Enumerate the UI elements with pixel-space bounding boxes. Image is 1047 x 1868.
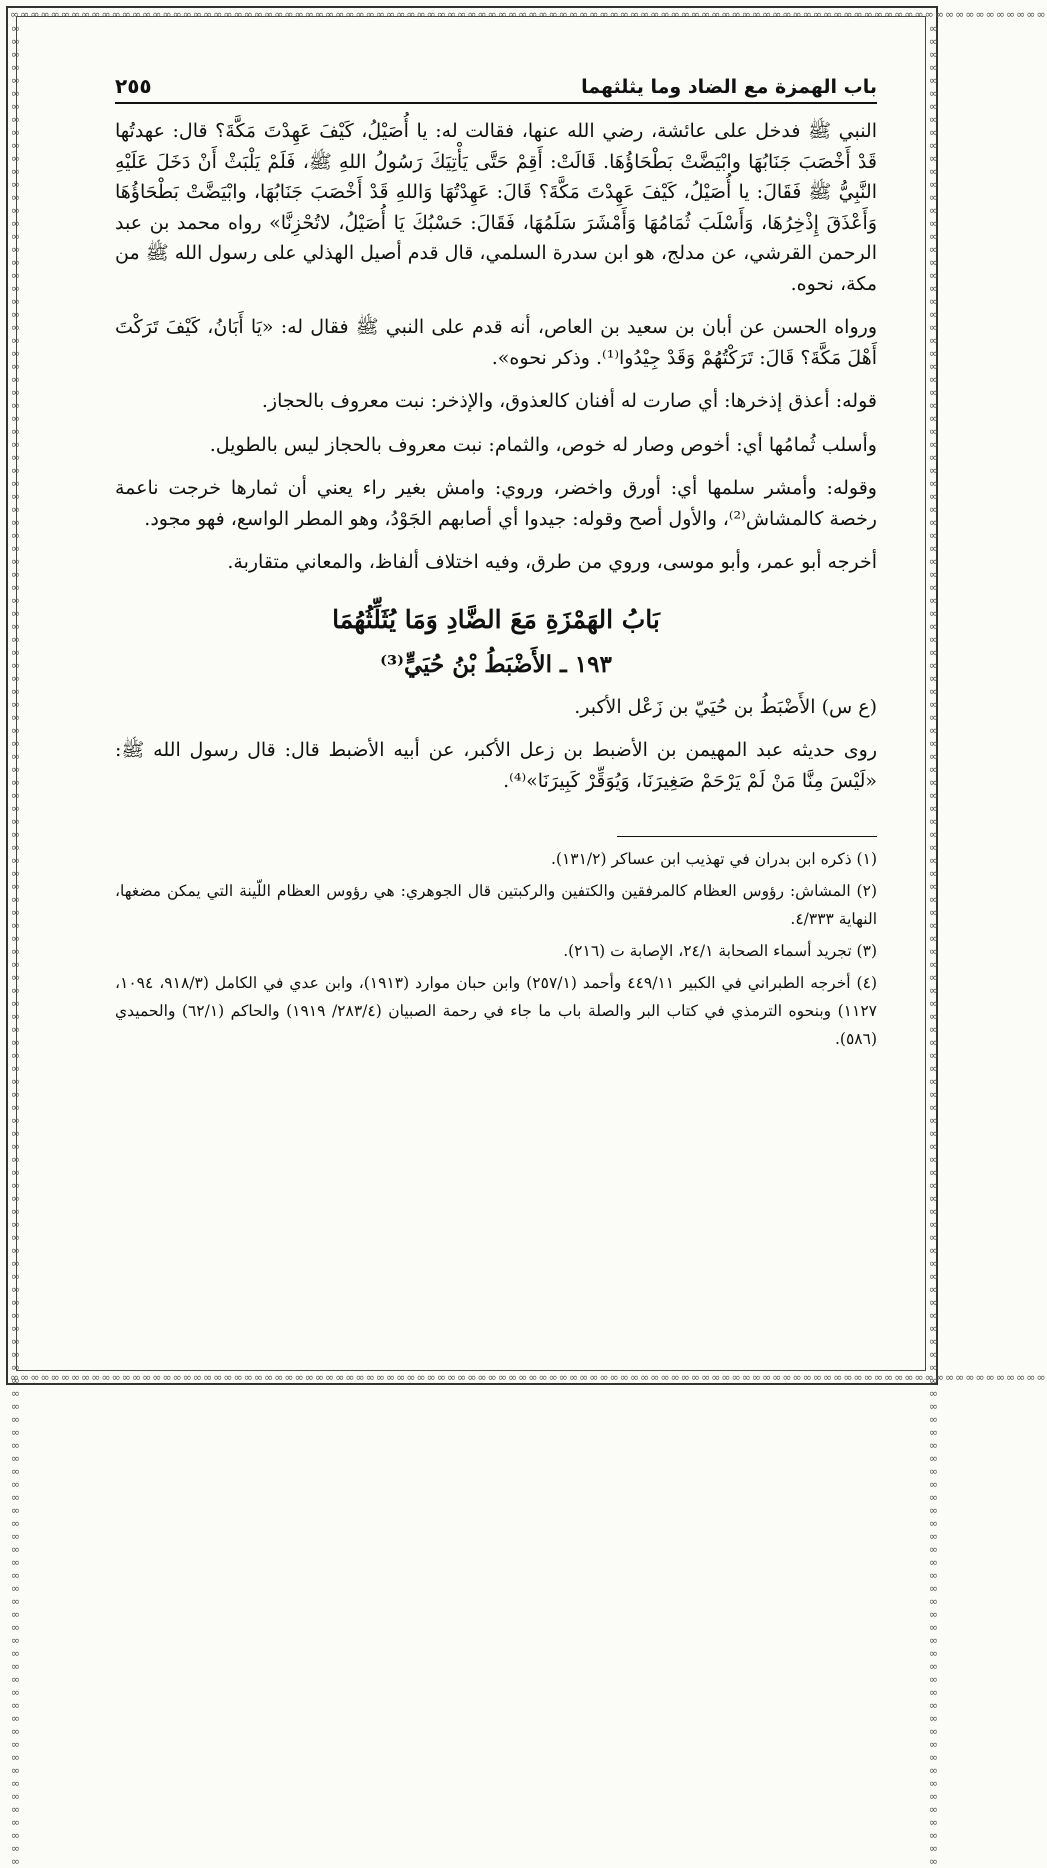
running-head: باب الهمزة مع الضاد وما يثلثهما bbox=[581, 76, 877, 98]
entry-paragraph: روى حديثه عبد المهيمن بن الأضبط بن زعل الأكبر، عن أبيه الأضبط قال: قال رسول الله ﷺ: «لَيْسَ مِنَّا مَنْ لَمْ يَرْحَمْ صَغِيرَنَا، وَيُوَقِّرْ كَبِيرَنَا»⁽⁴⁾. bbox=[115, 739, 877, 792]
page-number: ٢٥٥ bbox=[115, 74, 152, 98]
page-header bbox=[115, 68, 877, 104]
footnote: (٣) تجريد أسماء الصحابة ٢٤/١، الإصابة ت (٢١٦). bbox=[563, 942, 877, 960]
chapter-title: بَابُ الهَمْزَةِ مَعَ الضَّادِ وَمَا يُثَلِّثُهُمَا bbox=[332, 604, 660, 634]
ornament-border-top: ∞∞∞∞∞∞∞∞∞∞∞∞∞∞∞∞∞∞∞∞∞∞∞∞∞∞∞∞∞∞∞∞∞∞∞∞∞∞∞∞∞∞∞∞∞∞∞∞∞∞∞∞∞∞∞∞∞∞∞∞∞∞∞∞∞∞∞∞∞∞∞∞∞∞∞∞∞∞∞∞∞∞∞∞∞∞∞∞∞∞∞∞∞∞∞∞∞∞∞∞∞∞ bbox=[10, 8, 1047, 21]
main-text bbox=[115, 116, 877, 796]
paragraph: ورواه الحسن عن أبان بن سعيد بن العاص، أنه قدم على النبي ﷺ فقال له: «يَا أَبَانُ، كَيْفَ تَرَكْتَ أَهْلَ مَكَّةَ؟ قَالَ: تَرَكْتُهُمْ وَقَدْ جِيْدُوا⁽¹⁾. وذكر نحوه». bbox=[115, 316, 877, 369]
paragraph: أخرجه أبو عمر، وأبو موسى، وروي من طرق، وفيه اختلاف ألفاظ، والمعاني متقاربة. bbox=[227, 551, 877, 573]
footnote: (١) ذكره ابن بدران في تهذيب ابن عساكر (١٣١/٢). bbox=[550, 850, 877, 868]
paragraph: قوله: أعذق إذخرها: أي صارت له أفنان كالعذوق، والإذخر: نبت معروف بالحجاز. bbox=[261, 390, 877, 412]
ornament-border-bottom: ∞∞∞∞∞∞∞∞∞∞∞∞∞∞∞∞∞∞∞∞∞∞∞∞∞∞∞∞∞∞∞∞∞∞∞∞∞∞∞∞∞∞∞∞∞∞∞∞∞∞∞∞∞∞∞∞∞∞∞∞∞∞∞∞∞∞∞∞∞∞∞∞∞∞∞∞∞∞∞∞∞∞∞∞∞∞∞∞∞∞∞∞∞∞∞∞∞∞∞∞∞∞ bbox=[10, 1371, 1047, 1384]
footnote: (٤) أخرجه الطبراني في الكبير ٤٤٩/١١ وأحمد (٢٥٧/١) وابن حبان موارد (١٩١٣)، وابن عدي في الكامل (٩١٨/٣، ١٠٩٤، ١١٢٧) وبنحوه الترمذي في كتاب البر والصلة باب ما جاء في رحمة الصبيان (٢٨٣/٤/ ١٩١٩) والحاكم (٦٢/١) والحميدي (٥٨٦). bbox=[115, 974, 877, 1048]
paragraph: وأسلب ثُمامُها أي: أخوص وصار له خوص، والثمام: نبت معروف بالحجاز ليس بالطويل. bbox=[209, 433, 877, 456]
footnote: (٢) المشاش: رؤوس العظام كالمرفقين والكتفين والركبتين قال الجوهري: هي رؤوس العظام اللّينة التي يمكن مضغها، النهاية ٤/٣٣٣. bbox=[115, 882, 877, 928]
footnote-separator bbox=[617, 836, 877, 837]
ornament-border-left: ∞∞∞∞∞∞∞∞∞∞∞∞∞∞∞∞∞∞∞∞∞∞∞∞∞∞∞∞∞∞∞∞∞∞∞∞∞∞∞∞∞∞∞∞∞∞∞∞∞∞∞∞∞∞∞∞∞∞∞∞∞∞∞∞∞∞∞∞∞∞∞∞∞∞∞∞∞∞∞∞∞∞∞∞∞∞∞∞∞∞∞∞∞∞∞∞∞∞∞∞∞∞∞∞∞∞∞∞∞∞∞∞∞∞∞∞∞∞∞∞∞∞∞∞∞∞∞∞∞∞∞∞∞∞∞∞∞∞∞∞∞∞ bbox=[9, 22, 22, 1868]
page-content bbox=[115, 68, 877, 1057]
entry-paragraph: (ع س) الأَضْبَطُ بن حُيَيّ بن زَعْل الأكبر. bbox=[574, 695, 877, 718]
footnotes bbox=[115, 845, 877, 1053]
paragraph: وقوله: وأمشر سلمها أي: أورق واخضر، وروي: وامش بغير راء يعني أن ثمارها خرجت ناعمة رخصة كالمشاش⁽²⁾، والأول أصح وقوله: جيدوا أي أصابهم الجَوْدُ، وهو المطر الواسع، فهو مجود. bbox=[115, 477, 877, 530]
ornament-border-right: ∞∞∞∞∞∞∞∞∞∞∞∞∞∞∞∞∞∞∞∞∞∞∞∞∞∞∞∞∞∞∞∞∞∞∞∞∞∞∞∞∞∞∞∞∞∞∞∞∞∞∞∞∞∞∞∞∞∞∞∞∞∞∞∞∞∞∞∞∞∞∞∞∞∞∞∞∞∞∞∞∞∞∞∞∞∞∞∞∞∞∞∞∞∞∞∞∞∞∞∞∞∞∞∞∞∞∞∞∞∞∞∞∞∞∞∞∞∞∞∞∞∞∞∞∞∞∞∞∞∞∞∞∞∞∞∞∞∞∞∞∞∞ bbox=[927, 22, 940, 1868]
entry-title: ١٩٣ ـ الأَضْبَطُ بْنُ حُيَيٍّ⁽³⁾ bbox=[380, 650, 612, 678]
paragraph: النبي ﷺ فدخل على عائشة، رضي الله عنها، فقالت له: يا أُصَيْلُ، كَيْفَ عَهِدْتَ مَكَّةَ؟ قال: عهدتُها قَدْ أَخْصَبَ جَنَابُهَا وابْيَضَّتْ بَطْحَاؤُهَا. قَالَتْ: أَقِمْ حَتَّى يَأْتِيَكَ رَسُولُ اللهِ ﷺ، فَلَمْ يَلْبَثْ أَنْ دَخَلَ عَلَيْهِ النَّبِيُّ ﷺ فَقَالَ: يا أُصَيْلُ، كَيْفَ عَهِدْتَ مَكَّةَ؟ قَالَ: عَهِدْتُهَا وَاللهِ قَدْ أَخْصَبَ جَنَابُهَا، وابْيَضَّتْ بَطْحَاؤُهَا وَأَعْذَقَ إِذْخِرُهَا، وَأَسْلَبَ ثُمَامُهَا وَأَمْشَرَ سَلَمُهَا، فَقَالَ: حَسْبُكَ يَا أُصَيْلُ، لاتُحْزِنَّا» رواه محمد بن عبد الرحمن القرشي، عن مدلج، هو ابن سدرة السلمي، قال قدم أصيل الهذلي على رسول الله ﷺ من مكة، نحوه. bbox=[115, 120, 877, 295]
